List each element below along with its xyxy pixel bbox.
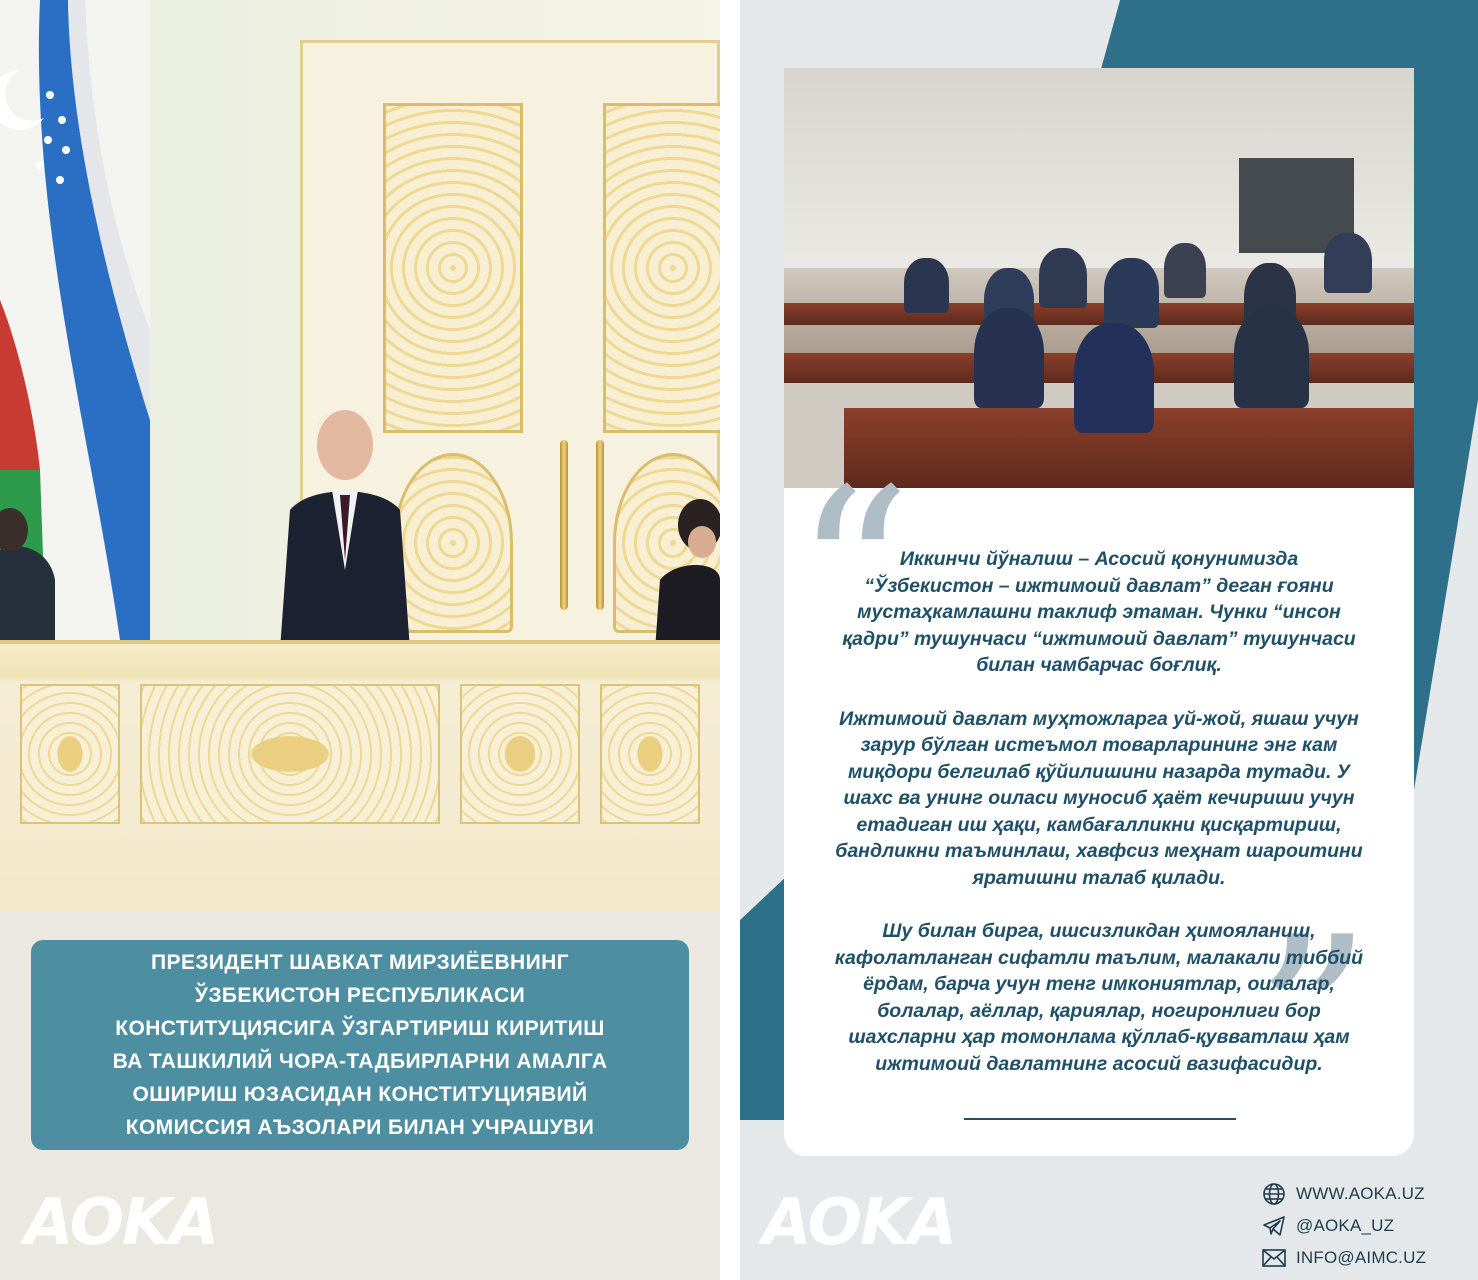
headline-line: ЎЗБЕКИСТОН РЕСПУБЛИКАСИ [194, 984, 526, 1007]
seated-person-left [0, 500, 60, 650]
mail-icon [1260, 1246, 1288, 1270]
president-speech-photo [0, 0, 720, 912]
door-panel [603, 103, 720, 433]
headline-line: ОШИРИШ ЮЗАСИДАН КОНСТИТУЦИЯВИЙ [132, 1083, 588, 1106]
desk-ornament [140, 684, 440, 824]
quote-divider [964, 1118, 1236, 1120]
attendee [1104, 258, 1159, 328]
close-quote-icon: ” [1254, 889, 1372, 1156]
headline-card [31, 940, 689, 1150]
aoka-logo: AOKA [24, 1186, 218, 1260]
telegram-icon [1260, 1214, 1288, 1238]
quote-text [784, 546, 1414, 1104]
attendee [1234, 308, 1309, 408]
headline-line: ВА ТАШКИЛИЙ ЧОРА-ТАДБИРЛАРНИ АМАЛГА [112, 1050, 608, 1073]
headline-text [50, 946, 670, 1144]
panel-divider [720, 0, 740, 1280]
headline-line: ПРЕЗИДЕНТ ШАВКАТ МИРЗИЁЕВНИНГ [151, 951, 569, 974]
door-handle [560, 440, 568, 610]
quote-card [784, 441, 1414, 1156]
aoka-logo: AOKA [762, 1186, 956, 1260]
attendee [1324, 233, 1372, 293]
quote-paragraph: Иккинчи йўналиш – Асосий қонунимизда “Ўзбекистон – ижтимоий давлат” деган ғояни мустаҳкамлашни таклиф этаман. Чунки “инсон қадри” тушунчаси “ижтимоий давлат” тушунчаси билан чамбарчас боғлиқ. [842, 548, 1356, 676]
desk-ornament [460, 684, 580, 824]
desk-ornament [20, 684, 120, 824]
right-panel [740, 0, 1478, 1280]
desk-row [784, 303, 1414, 325]
contact-website[interactable] [1260, 1178, 1426, 1210]
contact-email[interactable] [1260, 1242, 1426, 1274]
left-panel [0, 0, 720, 1280]
speaker-figure [270, 400, 420, 650]
desk-ornament [600, 684, 700, 824]
email-link[interactable]: INFO@AIMC.UZ [1296, 1248, 1427, 1267]
attendee [1164, 243, 1206, 298]
attendee [904, 258, 949, 313]
headline-line: КОМИССИЯ АЪЗОЛАРИ БИЛАН УЧРАШУВИ [125, 1116, 595, 1139]
door-panel [383, 103, 523, 433]
globe-icon [1260, 1182, 1288, 1206]
contact-list [1260, 1178, 1426, 1274]
contact-telegram[interactable] [1260, 1210, 1426, 1242]
presidium-desk [0, 640, 720, 912]
website-link[interactable]: WWW.AOKA.UZ [1296, 1184, 1425, 1203]
door-handle [596, 440, 604, 610]
headline-line: КОНСТИТУЦИЯСИГА ЎЗГАРТИРИШ КИРИТИШ [115, 1017, 605, 1040]
attendee [1039, 248, 1087, 308]
seated-person-right [650, 480, 720, 650]
commission-meeting-photo [784, 68, 1414, 488]
quote-paragraph: Шу билан бирга, ишсизликдан ҳимояланиш, кафолатланган сифатли таълим, малакали тиббий ёрдам, барча учун тенг имкониятлар, оилалар, болалар, аёллар, қариялар, ногиронлиги бор шахсларни ҳар томонлама қўллаб-қувватлаш ҳам ижтимоий давлатнинг асосий вазифасидир. [834, 920, 1364, 1075]
telegram-link[interactable]: @AOKA_UZ [1296, 1216, 1395, 1235]
open-quote-icon: “ [794, 441, 912, 708]
attendee [1074, 323, 1154, 433]
attendee [974, 308, 1044, 408]
quote-paragraph: Ижтимоий давлат муҳтожларга уй-жой, яшаш учун зарур бўлган истеъмол товарларининг энг кам миқдори белгилаб қўйилишини назарда тутади. У шахс ва унинг оиласи муносиб ҳаёт кечириши учун етадиган иш ҳақи, камбағалликни қисқартириш, бандликни таъминлаш, хавфсиз меҳнат шароитини яратишни талаб қилади. [835, 707, 1363, 889]
